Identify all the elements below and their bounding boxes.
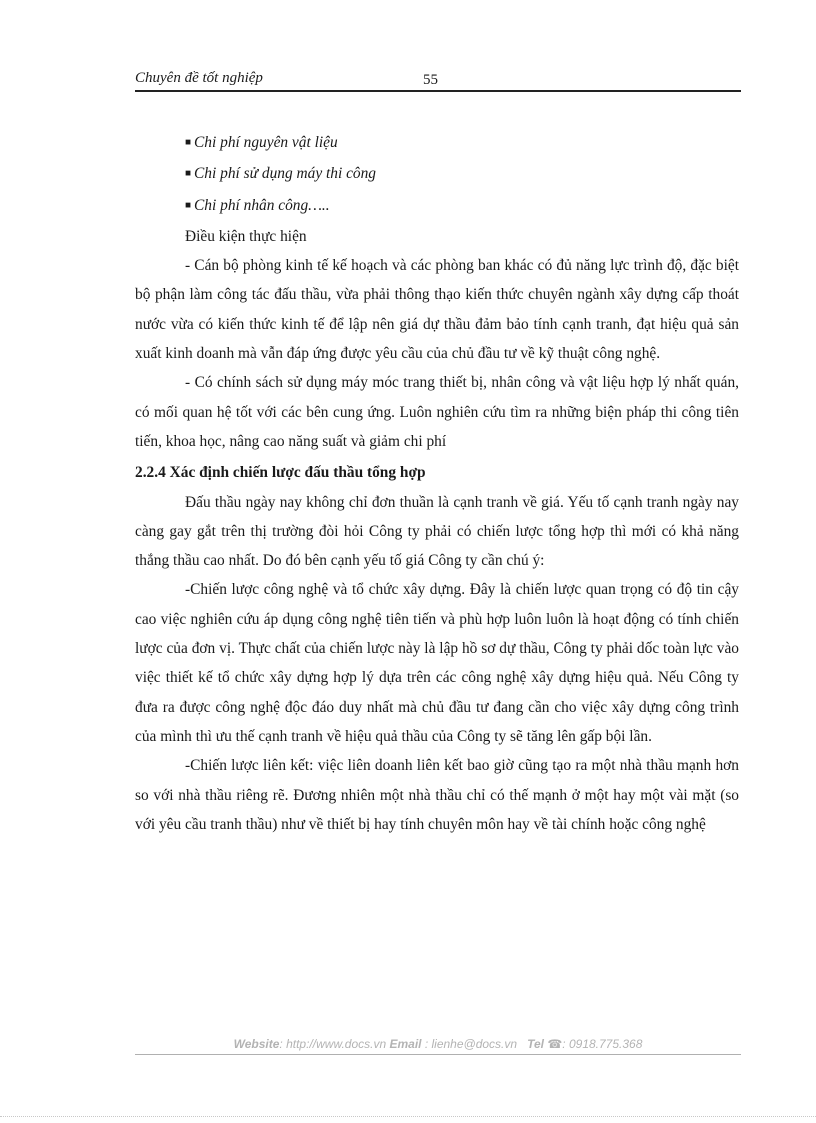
paragraph: -Chiến lược liên kết: việc liên doanh liên kết bao giờ cũng tạo ra một nhà thầu mạnh hơn so với nhà thầu riêng rẽ. Đương nhiên một nhà thầu chỉ có thế mạnh ở một hay một vài mặt (so với yêu cầu tranh thầu) như về thiết bị hay tính chuyên môn hay về tài chính hoặc công nghệ [135,757,739,833]
website-value: : http://www.docs.vn [279,1037,387,1051]
page-header [135,70,741,92]
email-label: Email [389,1037,422,1051]
paragraph: Đấu thầu ngày nay không chỉ đơn thuần là cạnh tranh về giá. Yếu tố cạnh tranh ngày nay càng gay gắt trên thị trường đòi hỏi Công ty phải có chiến lược tổng hợp thì mới có khả năng thắng thầu cao nhất. Do đó bên cạnh yếu tố giá Công ty cần chú ý: [135,493,739,570]
paragraph: - Có chính sách sử dụng máy móc trang thiết bị, nhân công và vật liệu hợp lý nhất quán, có mối quan hệ tốt với các bên cung ứng. Luôn nghiên cứu tìm ra những biện pháp thi công tiên tiến, khoa học, nâng cao năng suất và giảm chi phí [135,374,739,450]
page-bottom-divider [0,1116,816,1117]
phone-icon: ☎ [547,1037,563,1051]
tel-value: : 0918.775.368 [562,1037,643,1051]
bullet-item: ■ Chi phí nhân công….. [185,196,330,214]
tel-label: Tel [527,1037,544,1051]
email-value: : lienhe@docs.vn [421,1037,518,1051]
conditions-label: Điều kiện thực hiện [185,227,307,245]
square-bullet-icon: ■ [185,199,192,211]
paragraph: - Cán bộ phòng kinh tế kế hoạch và các phòng ban khác có đủ năng lực trình độ, đặc biệt bộ phận làm công tác đấu thầu, vừa phải thông thạo kiến thức chuyên ngành xây dựng cấp thoát nước vừa có kiến thức kinh tế để lập nên giá dự thầu đảm bảo tính cạnh tranh, đạt hiệu quả sản xuất kinh doanh mà vẫn đáp ứng được yêu cầu của chủ đầu tư về kỹ thuật công nghệ. [135,257,739,363]
page-number: 55 [423,72,438,88]
website-label: Website [233,1037,280,1051]
page-footer [135,1037,741,1055]
square-bullet-icon: ■ [185,168,192,180]
page-content [135,128,739,839]
section-heading: 2.2.4 Xác định chiến lược đấu thầu tổng hợp [135,464,426,482]
bullet-item: ■ Chi phí nguyên vật liệu [185,134,338,151]
document-title: Chuyên đề tốt nghiệp [135,70,263,86]
paragraph: -Chiến lược công nghệ và tổ chức xây dựng. Đây là chiến lược quan trọng có độ tin cậy cao việc nghiên cứu áp dụng công nghệ tiên tiến và phù hợp luôn luôn là hoạt động có tính chiến lược của đơn vị. Thực chất của chiến lược này là lập hồ sơ dự thầu, Công ty phải dốc toàn lực vào việc thiết kế tổ chức xây dựng hợp lý dựa trên các công nghệ xây dựng hiệu quả. Nếu Công ty đưa ra được công nghệ độc đáo duy nhất mà chủ đầu tư đang cần cho việc xây dựng công trình của mình thì ưu thế cạnh tranh về hiệu quả thầu của Công ty sẽ tăng lên gấp bội lần. [135,581,739,745]
bullet-item: ■ Chi phí sử dụng máy thi công [185,165,377,183]
square-bullet-icon: ■ [185,137,192,148]
